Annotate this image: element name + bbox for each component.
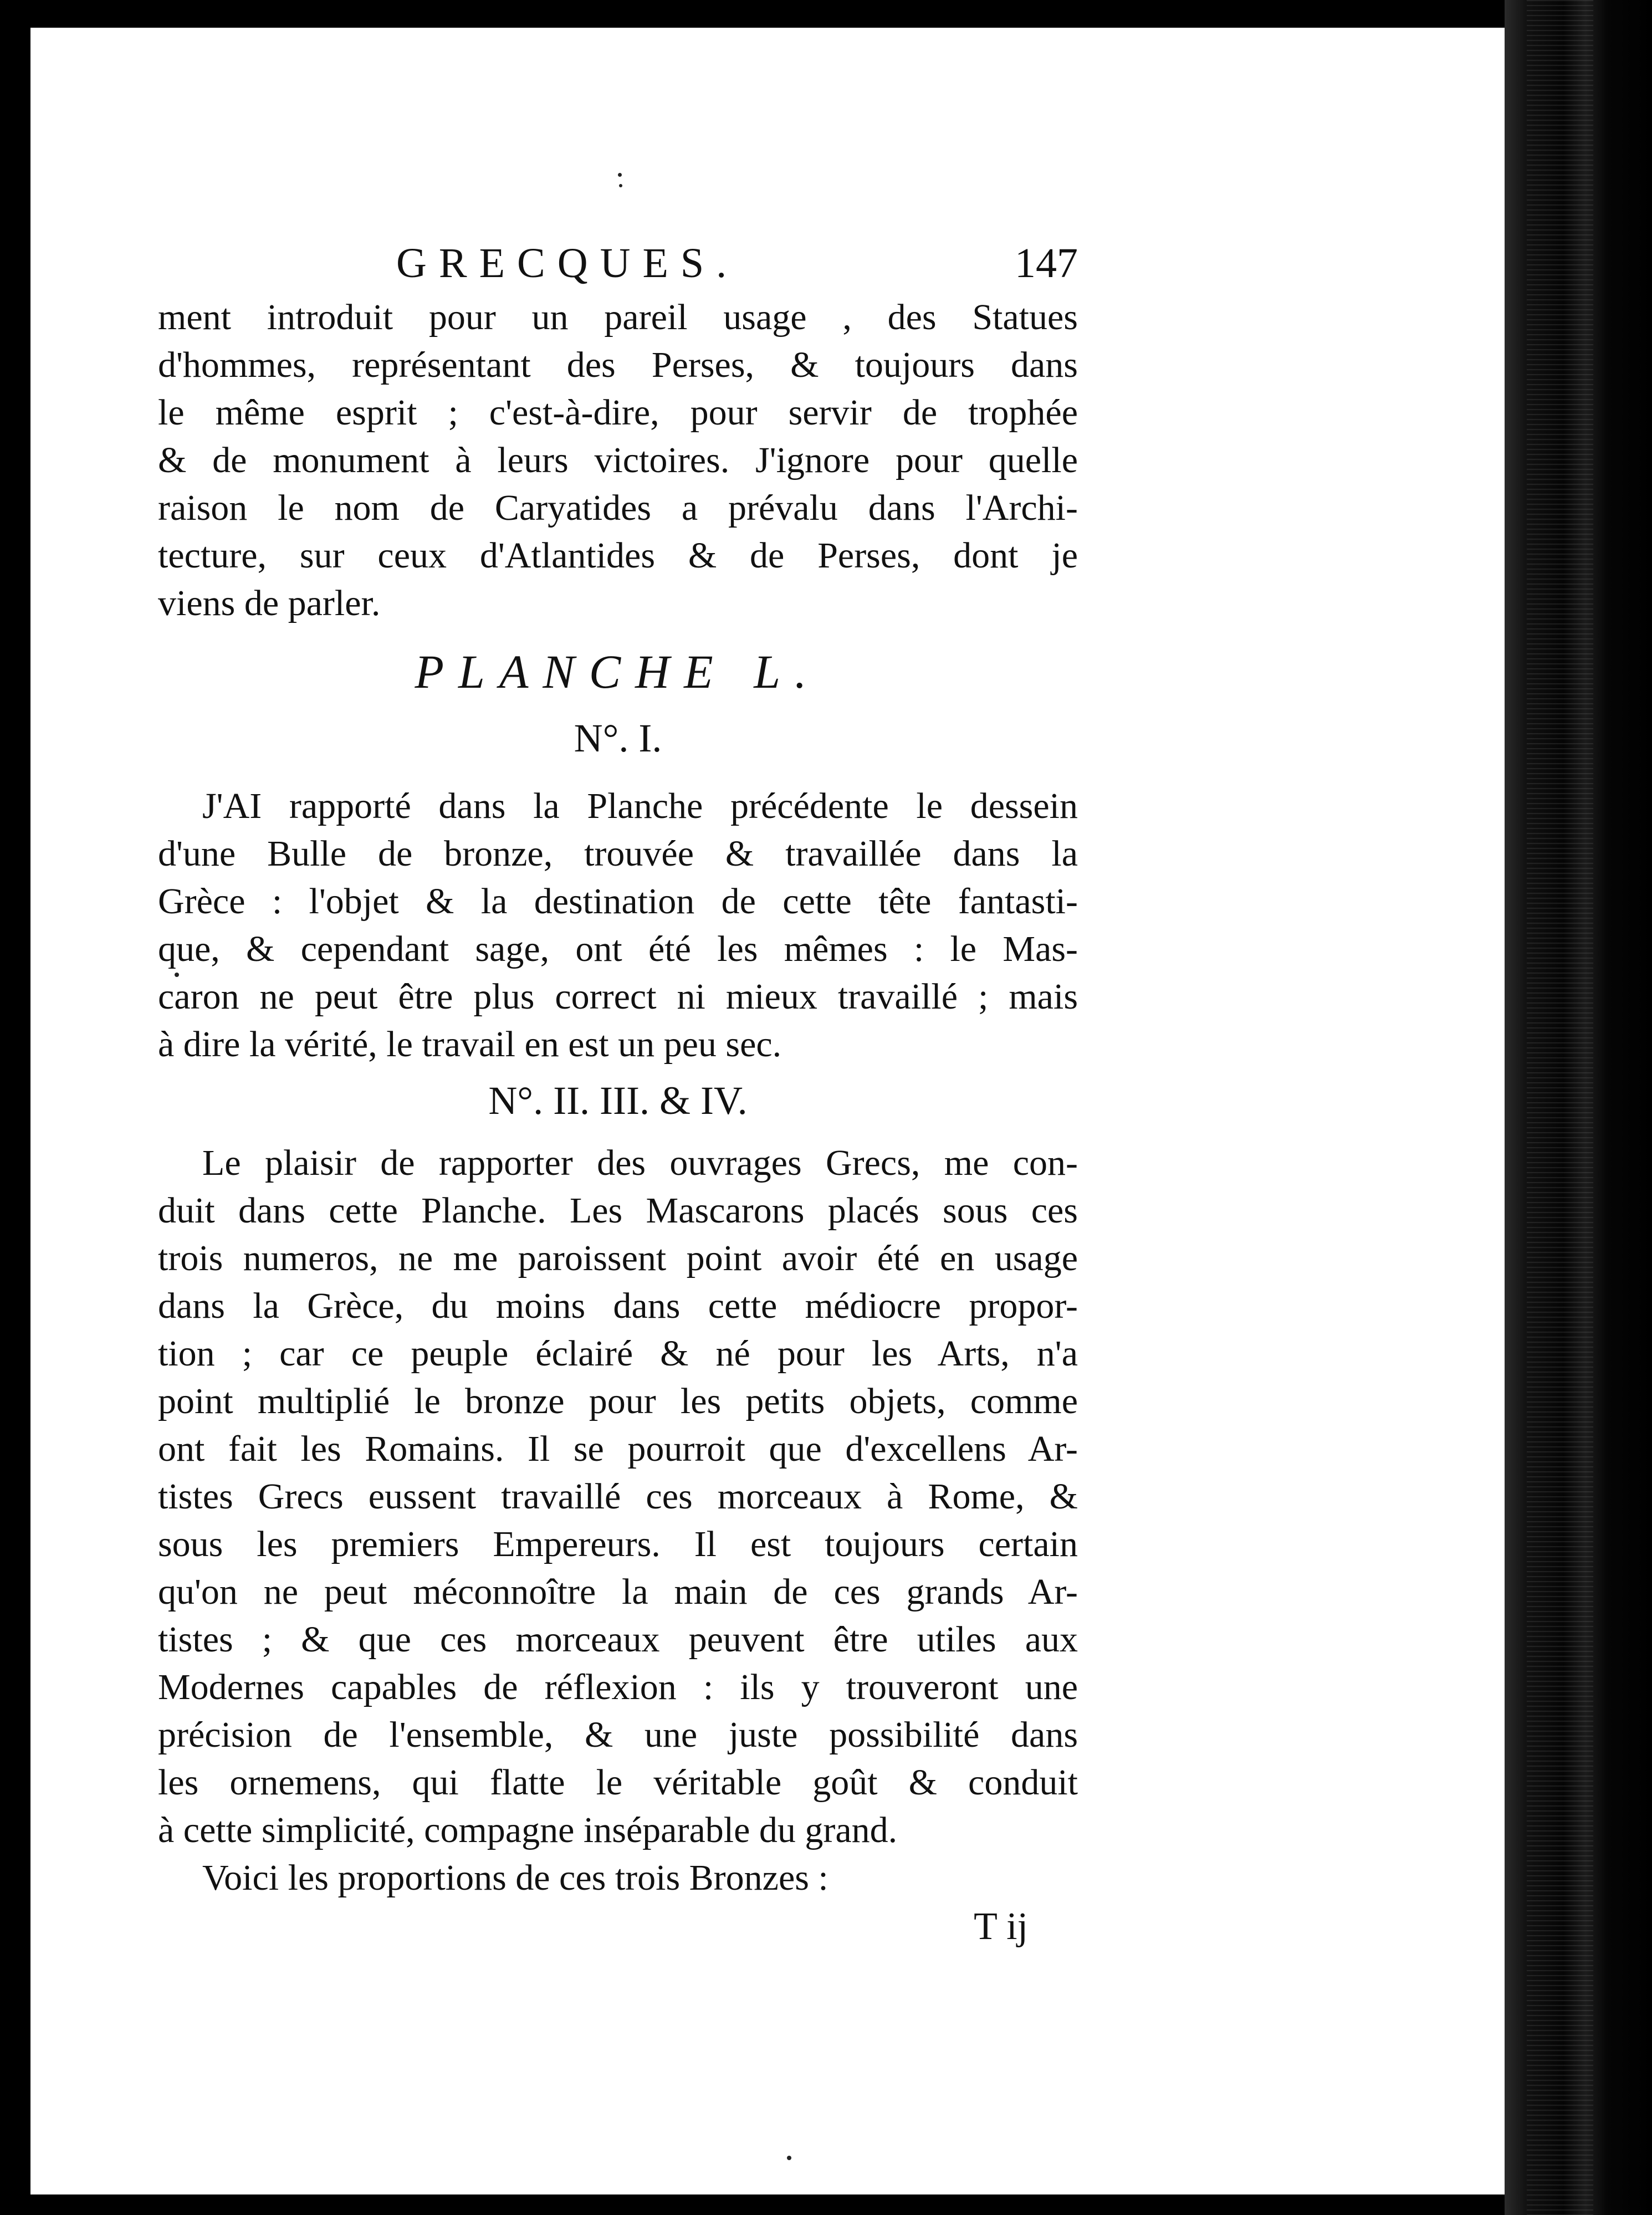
signature-mark: T ij bbox=[974, 1905, 1028, 1948]
running-head bbox=[158, 233, 1078, 294]
text-line: ment introduit pour un pareil usage , des Statues bbox=[158, 297, 1078, 337]
print-speck bbox=[618, 173, 622, 177]
subheading-number-one: N°. I. bbox=[574, 716, 662, 760]
paragraph-continuation bbox=[158, 294, 1078, 627]
text-line: tion ; car ce peuple éclairé & né pour les Arts, n'a bbox=[158, 1333, 1078, 1374]
text-line: à dire la vérité, le travail en est un peu sec. bbox=[158, 1024, 782, 1065]
text-line: tecture, sur ceux d'Atlantides & de Perses, dont je bbox=[158, 535, 1078, 576]
book-page bbox=[30, 28, 1505, 2194]
text-line: Modernes capables de réflexion : ils y trouveront une bbox=[158, 1667, 1078, 1707]
text-line: d'une Bulle de bronze, trouvée & travaillée dans la bbox=[158, 833, 1078, 874]
text-line: le même esprit ; c'est-à-dire, pour servir de trophée bbox=[158, 392, 1078, 433]
text-line: viens de parler. bbox=[158, 583, 381, 623]
text-line: précision de l'ensemble, & une juste possibilité dans bbox=[158, 1715, 1078, 1755]
text-line: sous les premiers Empereurs. Il est toujours certain bbox=[158, 1524, 1078, 1564]
text-line: tistes ; & que ces morceaux peuvent être utiles aux bbox=[158, 1619, 1078, 1660]
text-line: les ornemens, qui flatte le véritable goût & conduit bbox=[158, 1762, 1078, 1803]
paragraph-number-one bbox=[158, 782, 1078, 1068]
text-line: qu'on ne peut méconnoître la main de ces grands Ar- bbox=[158, 1572, 1078, 1612]
page-number: 147 bbox=[1015, 240, 1078, 287]
text-line: Le plaisir de rapporter des ouvrages Grecs, me con- bbox=[202, 1143, 1078, 1183]
text-line: trois numeros, ne me paroissent point avoir été en usage bbox=[158, 1238, 1078, 1278]
text-line: tistes Grecs eussent travaillé ces morceaux à Rome, & bbox=[158, 1476, 1078, 1517]
text-line: & de monument à leurs victoires. J'ignore pour quelle bbox=[158, 440, 1078, 480]
section-heading: PLANCHE L. bbox=[415, 645, 821, 698]
text-line: ont fait les Romains. Il se pourroit que d'excellens Ar- bbox=[158, 1429, 1078, 1469]
text-line: à cette simplicité, compagne inséparable du grand. bbox=[158, 1810, 898, 1850]
text-line: duit dans cette Planche. Les Mascarons placés sous ces bbox=[158, 1190, 1078, 1231]
text-line: J'AI rapporté dans la Planche précédente le dessein bbox=[202, 786, 1078, 826]
subheading-numbers-two-to-four: N°. II. III. & IV. bbox=[488, 1078, 748, 1123]
text-block bbox=[158, 233, 1078, 1952]
text-line: raison le nom de Caryatides a prévalu dans l'Archi- bbox=[158, 488, 1078, 528]
paragraph-numbers-two-to-four bbox=[158, 1139, 1078, 1902]
print-speck bbox=[619, 184, 622, 187]
text-line: Voici les proportions de ces trois Bronzes : bbox=[202, 1858, 828, 1898]
text-line: d'hommes, représentant des Perses, & toujours dans bbox=[158, 345, 1078, 385]
text-line: point multiplié le bronze pour les petits objets, comme bbox=[158, 1381, 1078, 1421]
text-line: que, & cependant sage, ont été les mêmes : le Mas- bbox=[158, 929, 1078, 969]
print-speck bbox=[787, 2156, 791, 2160]
text-line: Grèce : l'objet & la destination de cette tête fantasti- bbox=[158, 881, 1078, 922]
text-line: caron ne peut être plus correct ni mieux travaillé ; mais bbox=[158, 976, 1078, 1017]
running-title: GRECQUES. bbox=[396, 240, 739, 287]
book-binding-edge bbox=[1505, 0, 1652, 2215]
text-line: dans la Grèce, du moins dans cette médiocre propor- bbox=[158, 1286, 1078, 1326]
